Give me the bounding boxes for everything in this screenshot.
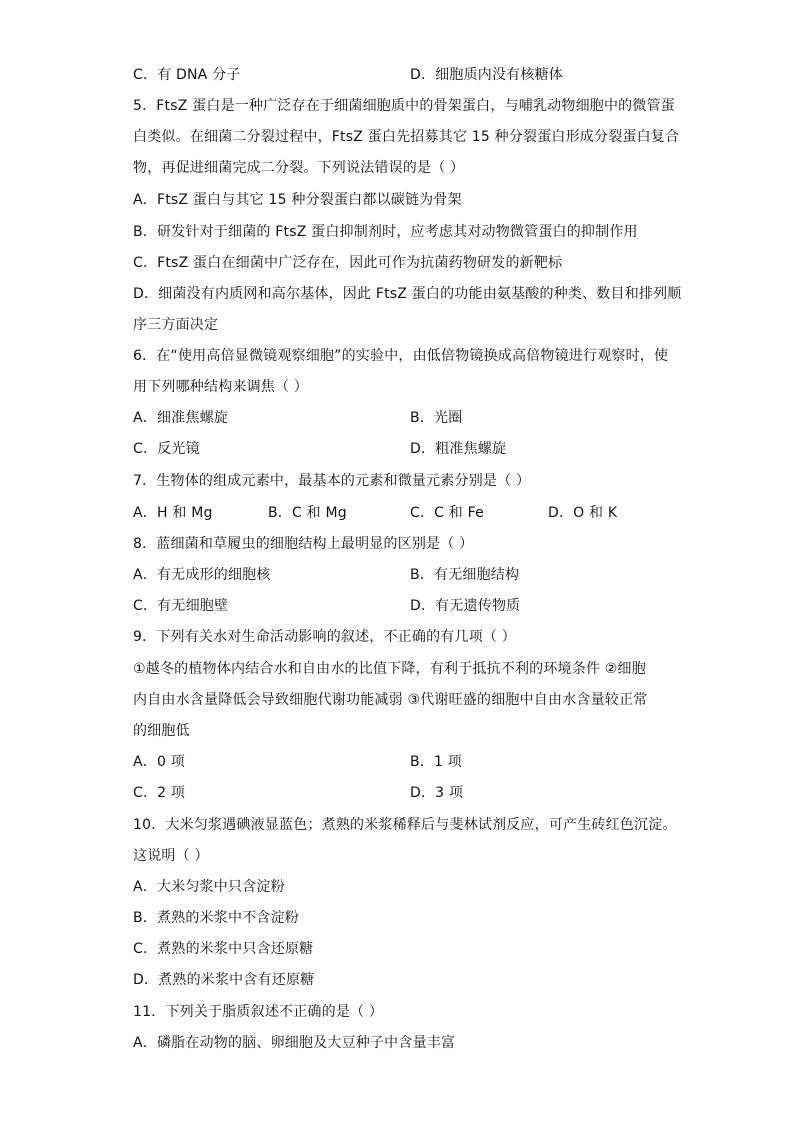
q7-stem: 7．生物体的组成元素中，最基本的元素和微量元素分别是（ ） bbox=[133, 473, 531, 489]
q9-items-line-3: 的细胞低 bbox=[133, 723, 190, 739]
q5-option-d-line-2: 序三方面决定 bbox=[133, 317, 219, 333]
q5-option-a: A．FtsZ 蛋白与其它 15 种分裂蛋白都以碳链为骨架 bbox=[133, 192, 462, 208]
q9-option-c: C．2 项 bbox=[133, 785, 186, 801]
q7-option-d: D．O 和 K bbox=[548, 505, 618, 521]
q5-option-b: B．研发针对于细菌的 FtsZ 蛋白抑制剂时，应考虑其对动物微管蛋白的抑制作用 bbox=[133, 224, 638, 240]
q7-option-a: A．H 和 Mg bbox=[133, 505, 213, 521]
q10-option-c: C．煮熟的米浆中只含还原糖 bbox=[133, 941, 314, 957]
q6-stem-line-1: 6．在“使用高倍显微镜观察细胞”的实验中，由低倍物镜换成高倍物镜进行观察时，使 bbox=[133, 348, 669, 364]
q9-items-line-2: 内自由水含量降低会导致细胞代谢功能减弱 ③代谢旺盛的细胞中自由水含量较正常 bbox=[133, 692, 648, 708]
q8-option-d: D．有无遗传物质 bbox=[410, 598, 521, 614]
q7-option-b: B．C 和 Mg bbox=[268, 505, 347, 521]
q7-option-c: C．C 和 Fe bbox=[410, 505, 484, 521]
q6-option-b: B．光圈 bbox=[410, 410, 463, 426]
q11-stem: 11．下列关于脂质叙述不正确的是（ ） bbox=[133, 1004, 384, 1020]
q5-stem-line-3: 物，再促进细菌完成二分裂。下列说法错误的是（ ） bbox=[133, 160, 465, 176]
q8-option-c: C．有无细胞壁 bbox=[133, 598, 229, 614]
q10-stem-line-1: 10．大米匀浆遇碘液显蓝色；煮熟的米浆稀释后与斐林试剂反应，可产生砖红色沉淀。 bbox=[133, 817, 677, 833]
q9-items-line-1: ①越冬的植物体内结合水和自由水的比值下降，有利于抵抗不利的环境条件 ②细胞 bbox=[133, 661, 646, 677]
q5-option-d-line-1: D．细菌没有内质网和高尔基体，因此 FtsZ 蛋白的功能由氨基酸的种类、数目和排列顺 bbox=[133, 286, 682, 302]
q8-option-b: B．有无细胞结构 bbox=[410, 567, 520, 583]
q5-stem-line-2: 白类似。在细菌二分裂过程中，FtsZ 蛋白先招募其它 15 种分裂蛋白形成分裂蛋白复合 bbox=[133, 129, 680, 145]
q11-option-a: A．磷脂在动物的脑、卵细胞及大豆种子中含量丰富 bbox=[133, 1035, 456, 1051]
q6-stem-line-2: 用下列哪种结构来调焦（ ） bbox=[133, 379, 309, 395]
q4-option-d: D．细胞质内没有核糖体 bbox=[410, 67, 563, 83]
q8-option-a: A．有无成形的细胞核 bbox=[133, 567, 271, 583]
q9-stem: 9．下列有关水对生命活动影响的叙述，不正确的有几项（ ） bbox=[133, 629, 516, 645]
q10-option-b: B．煮熟的米浆中不含淀粉 bbox=[133, 910, 300, 926]
q10-stem-line-2: 这说明（ ） bbox=[133, 848, 209, 864]
q6-option-a: A．细准焦螺旋 bbox=[133, 410, 228, 426]
q6-option-d: D．粗准焦螺旋 bbox=[410, 441, 507, 457]
q10-option-d: D．煮熟的米浆中含有还原糖 bbox=[133, 972, 315, 988]
q4-option-c: C．有 DNA 分子 bbox=[133, 67, 241, 83]
q10-option-a: A．大米匀浆中只含淀粉 bbox=[133, 879, 285, 895]
q5-stem-line-1: 5．FtsZ 蛋白是一种广泛存在于细菌细胞质中的骨架蛋白，与哺乳动物细胞中的微管蛋 bbox=[133, 98, 675, 114]
q9-option-d: D．3 项 bbox=[410, 785, 464, 801]
q9-option-a: A．0 项 bbox=[133, 754, 185, 770]
q5-option-c: C．FtsZ 蛋白在细菌中广泛存在，因此可作为抗菌药物研发的新靶标 bbox=[133, 255, 563, 271]
q6-option-c: C．反光镜 bbox=[133, 441, 200, 457]
q9-option-b: B．1 项 bbox=[410, 754, 462, 770]
q8-stem: 8．蓝细菌和草履虫的细胞结构上最明显的区别是（ ） bbox=[133, 536, 474, 552]
